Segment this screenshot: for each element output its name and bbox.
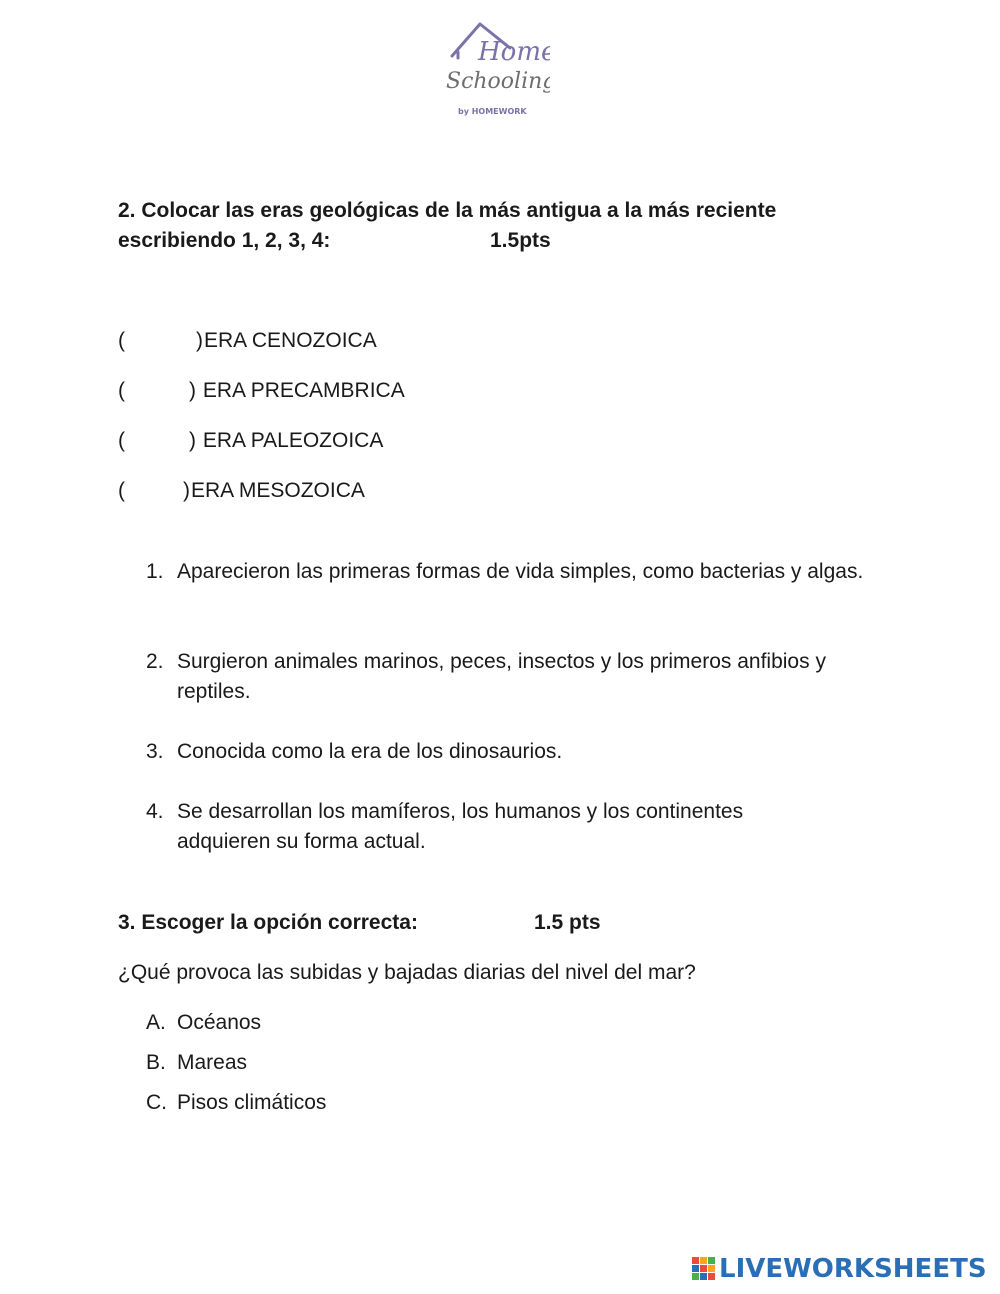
list-text: Conocida como la era de los dinosaurios. bbox=[177, 740, 563, 763]
era-answer-blank[interactable] bbox=[146, 376, 186, 406]
list-number: 2. bbox=[146, 650, 164, 673]
house-logo-icon bbox=[440, 18, 550, 118]
era-close-paren: ) bbox=[196, 329, 203, 352]
option-letter: B. bbox=[146, 1051, 166, 1074]
era-answer-blank[interactable] bbox=[146, 426, 186, 456]
era-open-paren: ( bbox=[118, 479, 125, 502]
homeschooling-logo bbox=[440, 18, 550, 118]
option-letter: C. bbox=[146, 1091, 167, 1114]
era-label: ERA CENOZOICA bbox=[204, 329, 377, 352]
logo-line1: Home bbox=[478, 37, 550, 67]
list-text: Se desarrollan los mamíferos, los humanos y los continentes adquieren su forma actual. bbox=[177, 800, 744, 853]
liveworksheets-logo-icon bbox=[692, 1257, 716, 1281]
era-close-paren: ) bbox=[189, 379, 196, 402]
era-close-paren: ) bbox=[183, 479, 190, 502]
era-answer-blank[interactable] bbox=[150, 326, 190, 356]
era-label: ERA MESOZOICA bbox=[191, 479, 365, 502]
era-open-paren: ( bbox=[118, 329, 125, 352]
era-close-paren: ) bbox=[189, 429, 196, 452]
logo-line2: Schooling bbox=[446, 69, 550, 94]
era-label: ERA PALEOZOICA bbox=[197, 429, 384, 452]
option-text: Océanos bbox=[177, 1011, 262, 1034]
option-letter: A. bbox=[146, 1011, 166, 1034]
list-number: 3. bbox=[146, 740, 164, 763]
list-text: Surgieron animales marinos, peces, insectos y los primeros anfibios y reptiles. bbox=[177, 650, 826, 703]
option-text: Mareas bbox=[177, 1051, 248, 1074]
question3-title: 3. Escoger la opción correcta: bbox=[118, 911, 418, 934]
era-open-paren: ( bbox=[118, 429, 125, 452]
option-text: Pisos climáticos bbox=[177, 1091, 327, 1114]
question2-points: 1.5pts bbox=[490, 229, 551, 252]
logo-byline: by HOMEWORK bbox=[458, 107, 527, 116]
list-text: Aparecieron las primeras formas de vida simples, como bacterias y algas. bbox=[177, 560, 864, 583]
era-answer-blank[interactable] bbox=[140, 476, 180, 506]
question2-title-line2: escribiendo 1, 2, 3, 4: bbox=[118, 229, 331, 252]
liveworksheets-brand bbox=[692, 1252, 987, 1286]
question3-points: 1.5 pts bbox=[534, 911, 601, 934]
question3-prompt: ¿Qué provoca las subidas y bajadas diarias del nivel del mar? bbox=[118, 961, 696, 984]
era-label: ERA PRECAMBRICA bbox=[197, 379, 405, 402]
list-number: 4. bbox=[146, 800, 164, 823]
liveworksheets-wordmark: LIVEWORKSHEETS bbox=[719, 1254, 987, 1284]
list-number: 1. bbox=[146, 560, 164, 583]
question2-title-line1: 2. Colocar las eras geológicas de la más antigua a la más reciente bbox=[118, 199, 777, 222]
era-open-paren: ( bbox=[118, 379, 125, 402]
